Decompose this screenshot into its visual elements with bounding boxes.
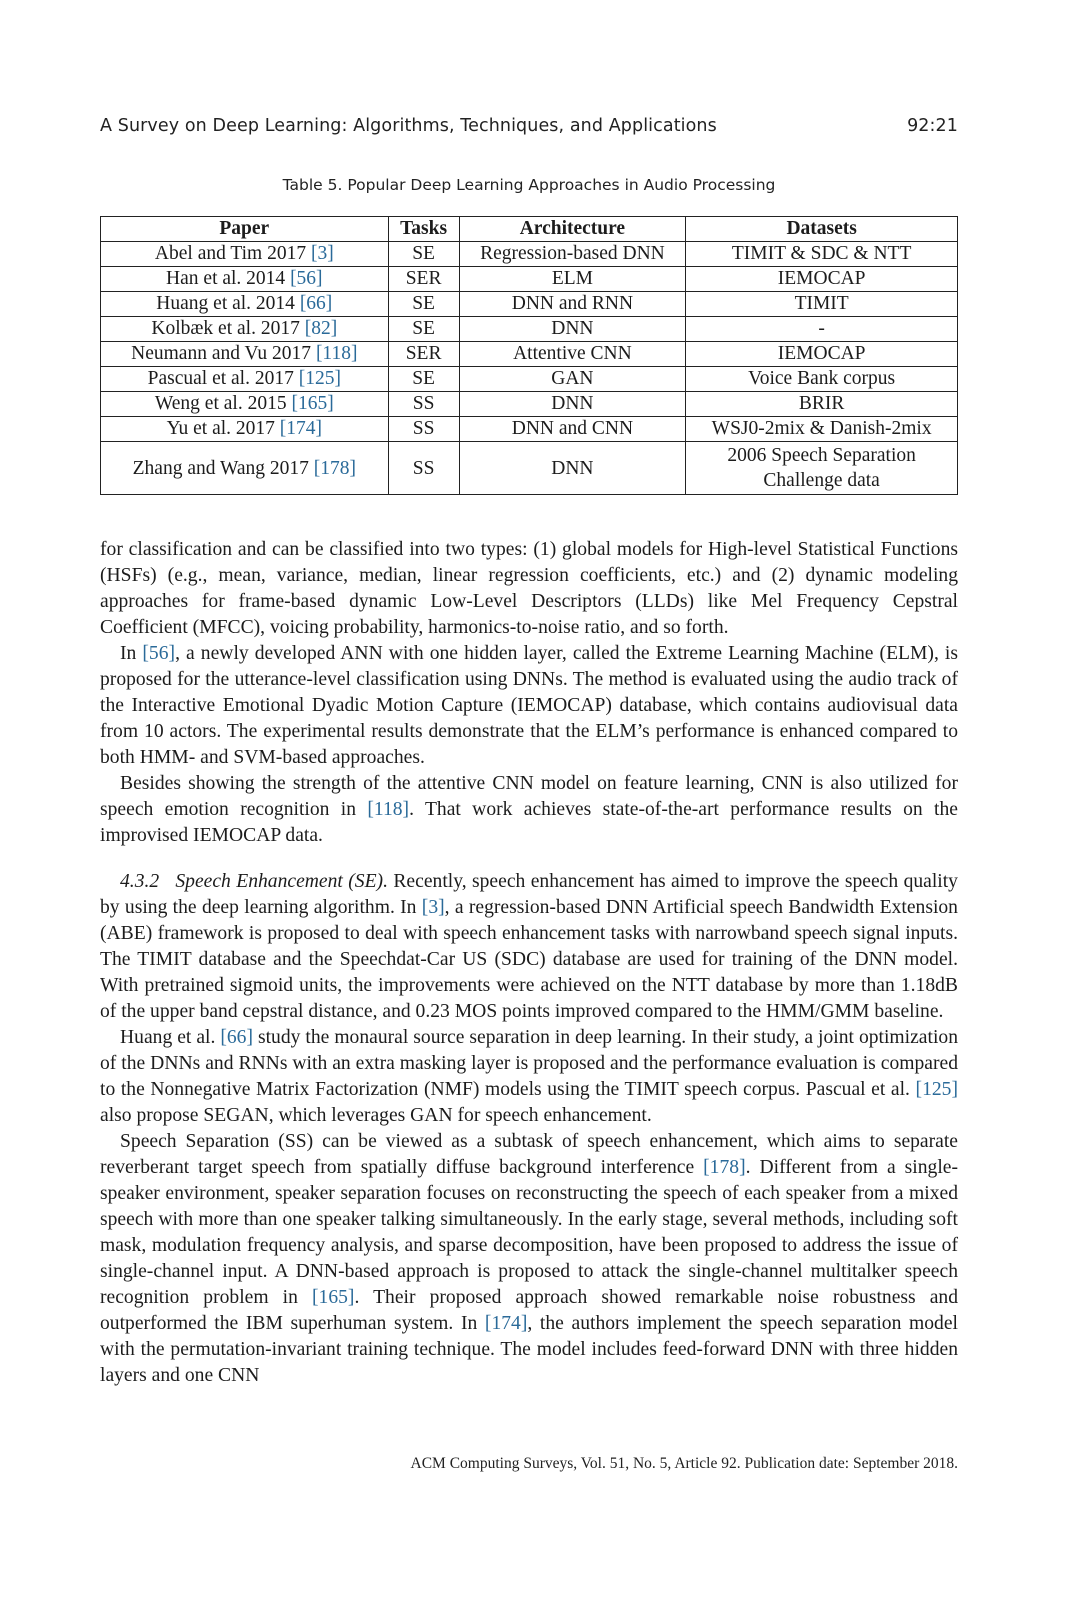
cell-datasets: BRIR: [686, 392, 958, 417]
cell-task: SE: [388, 292, 459, 317]
cell-architecture: Attentive CNN: [459, 342, 686, 367]
table-row: [101, 417, 958, 442]
citation-link[interactable]: [66]: [220, 1027, 253, 1048]
cell-paper: Abel and Tim 2017 [3]: [101, 242, 389, 267]
table-row: [101, 442, 958, 495]
cell-datasets: 2006 Speech Separation Challenge data: [686, 442, 958, 495]
cell-datasets: -: [686, 317, 958, 342]
cell-task: SE: [388, 242, 459, 267]
table-row: [101, 292, 958, 317]
table-row: [101, 392, 958, 417]
citation-link[interactable]: [3]: [421, 897, 445, 918]
cell-architecture: DNN: [459, 317, 686, 342]
cell-datasets: Voice Bank corpus: [686, 367, 958, 392]
citation-link[interactable]: [125]: [298, 368, 341, 389]
paragraph: Speech Separation (SS) can be viewed as a subtask of speech enhancement, which aims to separate reverberant target speech from spatially diffuse background interference [178]. Different from a single-speaker environment, speaker separation focuses on reconstructing the speech of each speaker from a mixed speech with more than one speaker talking simultaneously. In the early stage, several methods, including soft mask, modulation frequency analysis, and sparse decomposition, have been proposed to address the issue of single-channel input. A DNN-based approach is proposed to attack the single-channel multitalker speech recognition problem in [165]. Their proposed approach showed remarkable noise robustness and outperformed the IBM superhuman system. In [174], the authors implement the speech separation model with the permutation-invariant training technique. The model includes feed-forward DNN with three hidden layers and one CNN: [100, 1131, 959, 1386]
cell-datasets: IEMOCAP: [686, 342, 958, 367]
citation-link[interactable]: [174]: [279, 418, 323, 439]
page-number: 92:21: [907, 116, 958, 136]
cell-paper: Yu et al. 2017 [174]: [101, 417, 389, 442]
section-number: 4.3.2: [120, 871, 160, 892]
citation-link[interactable]: [118]: [367, 799, 410, 820]
column-header-paper: Paper: [101, 217, 389, 242]
cell-architecture: DNN: [459, 442, 686, 495]
paragraph: In [56], a newly developed ANN with one hidden layer, called the Extreme Learning Machine (ELM), is proposed for the utterance-level classification using DNNs. The method is evaluated using the audio track of the Interactive Emotional Dyadic Motion Capture (IEMOCAP) database, which contains audiovisual data from 10 actors. The experimental results demonstrate that the ELM’s performance is enhanced compared to both HMM- and SVM-based approaches.: [100, 643, 958, 768]
cell-datasets: WSJ0-2mix & Danish-2mix: [686, 417, 958, 442]
table-row: [101, 342, 958, 367]
citation-link[interactable]: [56]: [290, 268, 323, 289]
paragraph: for classification and can be classified into two types: (1) global models for High-level Statistical Functions (HSFs) (e.g., mean, variance, median, linear regression coefficients, etc.) and (2) dynamic modeling approaches for frame-based dynamic Low-Level Descriptors (LLDs) like Mel Frequency Cepstral Coefficient (MFCC), voicing probability, harmonics-to-noise ratio, and so forth.: [100, 539, 958, 638]
cell-paper: Weng et al. 2015 [165]: [101, 392, 389, 417]
citation-link[interactable]: [125]: [915, 1079, 958, 1100]
citation-link[interactable]: [165]: [291, 393, 334, 414]
citation-link[interactable]: [118]: [315, 343, 358, 364]
cell-architecture: DNN and RNN: [459, 292, 686, 317]
column-header-architecture: Architecture: [459, 217, 686, 242]
table-row: [101, 267, 958, 292]
running-title: A Survey on Deep Learning: Algorithms, Techniques, and Applications: [100, 116, 717, 136]
cell-paper: Huang et al. 2014 [66]: [101, 292, 389, 317]
table-row: [101, 317, 958, 342]
table-row: [101, 242, 958, 267]
body-text: [100, 537, 958, 1389]
paragraph: Huang et al. [66] study the monaural source separation in deep learning. In their study, a joint optimization of the DNNs and RNNs with an extra masking layer is proposed and the performance evaluation is compared to the Nonnegative Matrix Factorization (NMF) models using the TIMIT speech corpus. Pascual et al. [125] also propose SEGAN, which leverages GAN for speech enhancement.: [100, 1027, 958, 1126]
section-paragraph: 4.3.2 Speech Enhancement (SE). Recently, speech enhancement has aimed to improve the speech quality by using the deep learning algorithm. In [3], a regression-based DNN Artificial speech Bandwidth Extension (ABE) framework is proposed to deal with speech enhancement tasks with narrowband speech signal inputs. The TIMIT database and the Speechdat-Car US (SDC) database are used for training of the DNN model. With pretrained sigmoid units, the improvements were achieved on the NTT database by more than 1.18dB of the upper band cepstral distance, and 0.23 MOS points improved compared to the HMM/GMM baseline.: [100, 871, 958, 1022]
column-header-datasets: Datasets: [686, 217, 958, 242]
table-header-row: [101, 217, 958, 242]
cell-datasets: TIMIT & SDC & NTT: [686, 242, 958, 267]
cell-task: SE: [388, 367, 459, 392]
journal-footer: ACM Computing Surveys, Vol. 51, No. 5, Article 92. Publication date: September 2018.: [410, 1455, 958, 1472]
cell-datasets: IEMOCAP: [686, 267, 958, 292]
cell-task: SE: [388, 317, 459, 342]
paragraph: Besides showing the strength of the attentive CNN model on feature learning, CNN is also utilized for speech emotion recognition in [118]. That work achieves state-of-the-art performance results on the improvised IEMOCAP data.: [100, 773, 958, 846]
cell-paper: Zhang and Wang 2017 [178]: [101, 442, 389, 495]
cell-architecture: ELM: [459, 267, 686, 292]
cell-task: SS: [388, 442, 459, 495]
citation-link[interactable]: [165]: [312, 1287, 355, 1308]
cell-task: SER: [388, 267, 459, 292]
table-caption: Table 5. Popular Deep Learning Approaches in Audio Processing: [282, 176, 776, 194]
cell-architecture: Regression-based DNN: [459, 242, 686, 267]
column-header-tasks: Tasks: [388, 217, 459, 242]
running-head: [100, 116, 958, 136]
cell-datasets: TIMIT: [686, 292, 958, 317]
citation-link[interactable]: [3]: [310, 243, 334, 264]
citation-link[interactable]: [56]: [142, 643, 176, 664]
citation-link[interactable]: [178]: [313, 457, 356, 479]
section-title: Speech Enhancement (SE).: [175, 871, 388, 892]
citation-link[interactable]: [174]: [484, 1313, 528, 1334]
citation-link[interactable]: [66]: [299, 293, 333, 314]
cell-paper: Neumann and Vu 2017 [118]: [101, 342, 389, 367]
cell-task: SS: [388, 417, 459, 442]
cell-architecture: GAN: [459, 367, 686, 392]
cell-task: SS: [388, 392, 459, 417]
citation-link[interactable]: [82]: [304, 318, 338, 339]
cell-architecture: DNN and CNN: [459, 417, 686, 442]
cell-paper: Kolbæk et al. 2017 [82]: [101, 317, 389, 342]
audio-processing-table: [100, 216, 958, 495]
cell-paper: Han et al. 2014 [56]: [101, 267, 389, 292]
cell-task: SER: [388, 342, 459, 367]
table-row: [101, 367, 958, 392]
cell-architecture: DNN: [459, 392, 686, 417]
citation-link[interactable]: [178]: [703, 1157, 746, 1178]
cell-paper: Pascual et al. 2017 [125]: [101, 367, 389, 392]
